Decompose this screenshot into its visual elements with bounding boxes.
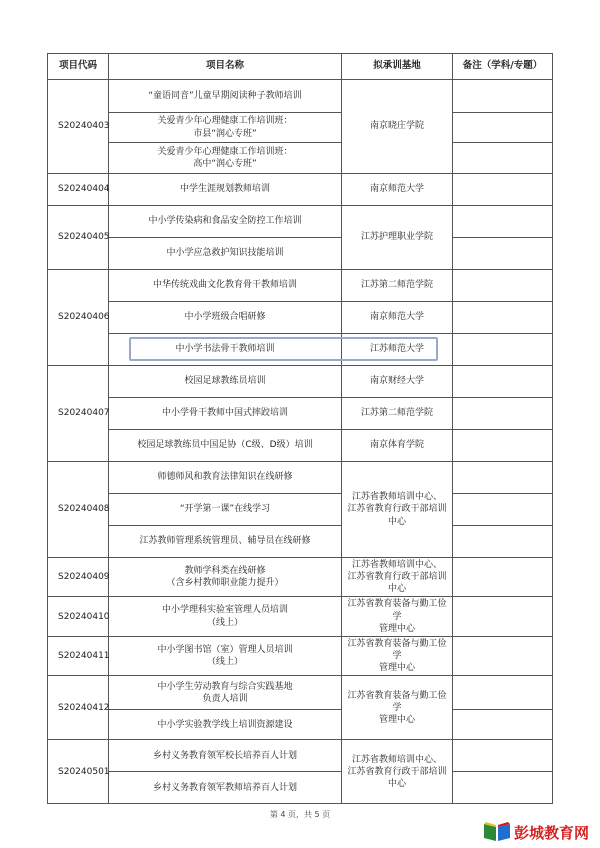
project-name: 校园足球教练员中国足协（C级、D级）培训	[109, 430, 342, 462]
table-row	[48, 494, 553, 526]
remark-cell	[453, 238, 553, 270]
remark-cell	[453, 494, 553, 526]
remark-cell	[453, 526, 553, 558]
project-code: S20240406	[48, 270, 109, 366]
training-base: 江苏师范大学	[342, 334, 453, 366]
training-base: 江苏省教育装备与勤工俭学 管理中心	[342, 597, 453, 636]
project-name: 中小学生劳动教育与综合实践基地 负责人培训	[109, 676, 342, 710]
table-header-row	[48, 54, 553, 80]
project-code: S20240410	[48, 597, 109, 636]
highlight-box	[129, 337, 438, 361]
training-base: 南京师范大学	[342, 302, 453, 334]
project-name: 中小学骨干教师中国式摔跤培训	[109, 398, 342, 430]
remark-cell	[453, 174, 553, 206]
table-row	[48, 772, 553, 804]
remark-cell	[453, 462, 553, 494]
training-base: 江苏省教育装备与勤工俭学 管理中心	[342, 636, 453, 675]
training-base: 江苏省教师培训中心、 江苏省教育行政干部培训中心	[342, 462, 453, 558]
table-row	[48, 430, 553, 462]
remark-cell	[453, 113, 553, 143]
training-base: 江苏省教师培训中心、 江苏省教育行政干部培训中心	[342, 558, 453, 597]
project-name: 江苏教师管理系统管理员、辅导员在线研修	[109, 526, 342, 558]
project-code: S20240407	[48, 366, 109, 462]
table-row	[48, 80, 553, 113]
project-name: 关爱青少年心理健康工作培训班： 市县“润心专班”	[109, 113, 342, 143]
remark-cell	[453, 740, 553, 772]
training-base: 江苏省教师培训中心、 江苏省教育行政干部培训中心	[342, 740, 453, 804]
training-base: 江苏第二师范学院	[342, 270, 453, 302]
training-base: 江苏护理职业学院	[342, 206, 453, 270]
project-code: S20240403	[48, 80, 109, 174]
table-row	[48, 174, 553, 206]
project-name: 乡村义务教育领军校长培养百人计划	[109, 740, 342, 772]
project-code: S20240409	[48, 558, 109, 597]
project-name: 中小学书法骨干教师培训	[109, 334, 342, 366]
table-row	[48, 558, 553, 597]
remark-cell	[453, 398, 553, 430]
project-code: S20240404	[48, 174, 109, 206]
remark-cell	[453, 270, 553, 302]
remark-cell	[453, 430, 553, 462]
header-training-base: 拟承训基地	[342, 54, 453, 80]
table-row	[48, 302, 553, 334]
table-row	[48, 462, 553, 494]
project-name: 乡村义务教育领军教师培养百人计划	[109, 772, 342, 804]
project-name: 中学生涯规划教师培训	[109, 174, 342, 206]
remark-cell	[453, 80, 553, 113]
remark-cell	[453, 597, 553, 636]
project-name: 中小学理科实验室管理人员培训 （线上）	[109, 597, 342, 636]
remark-cell	[453, 636, 553, 675]
table-row	[48, 398, 553, 430]
remark-cell	[453, 302, 553, 334]
project-code: S20240412	[48, 676, 109, 740]
project-name: 中小学班级合唱研修	[109, 302, 342, 334]
remark-cell	[453, 558, 553, 597]
project-name: “童语同音”儿童早期阅读种子教师培训	[109, 80, 342, 113]
project-name: 关爱青少年心理健康工作培训班： 高中“润心专班”	[109, 143, 342, 174]
table-row	[48, 366, 553, 398]
table-row	[48, 143, 553, 174]
training-base: 南京财经大学	[342, 366, 453, 398]
project-name: 中小学传染病和食品安全防控工作培训	[109, 206, 342, 238]
remark-cell	[453, 772, 553, 804]
table-row	[48, 113, 553, 143]
table-row	[48, 597, 553, 636]
table-row	[48, 676, 553, 710]
remark-cell	[453, 206, 553, 238]
remark-cell	[453, 710, 553, 740]
training-base: 江苏第二师范学院	[342, 398, 453, 430]
project-code: S20240405	[48, 206, 109, 270]
header-remark: 备注（学科/专题）	[453, 54, 553, 80]
project-name: 中华传统戏曲文化教育骨干教师培训	[109, 270, 342, 302]
training-base: 南京师范大学	[342, 174, 453, 206]
project-name: 教师学科类在线研修 （含乡村教师职业能力提升）	[109, 558, 342, 597]
project-code: S20240501	[48, 740, 109, 804]
project-code: S20240408	[48, 462, 109, 558]
site-logo-text: 彭城教育网	[514, 824, 590, 842]
table-row	[48, 740, 553, 772]
table-row	[48, 206, 553, 238]
training-base: 南京晓庄学院	[342, 80, 453, 174]
project-name: “开学第一课”在线学习	[109, 494, 342, 526]
site-logo	[482, 817, 600, 845]
table-row	[48, 636, 553, 675]
remark-cell	[453, 143, 553, 174]
training-projects-table	[47, 53, 553, 804]
table-row	[48, 270, 553, 302]
table-row	[48, 710, 553, 740]
project-name: 校园足球教练员培训	[109, 366, 342, 398]
page-number: 第 4 页，共 5 页	[269, 810, 331, 819]
table-row	[48, 238, 553, 270]
project-name: 中小学应急救护知识技能培训	[109, 238, 342, 270]
project-name: 中小学实验教学线上培训资源建设	[109, 710, 342, 740]
training-base: 南京体育学院	[342, 430, 453, 462]
project-code: S20240411	[48, 636, 109, 675]
header-project-name: 项目名称	[109, 54, 342, 80]
training-base: 江苏省教育装备与勤工俭学 管理中心	[342, 676, 453, 740]
project-name: 师德师风和教育法律知识在线研修	[109, 462, 342, 494]
project-name: 中小学图书馆（室）管理人员培训 （线上）	[109, 636, 342, 675]
book-icon	[482, 820, 512, 842]
remark-cell	[453, 334, 553, 366]
table-row	[48, 526, 553, 558]
remark-cell	[453, 366, 553, 398]
header-project-code: 项目代码	[48, 54, 109, 80]
remark-cell	[453, 676, 553, 710]
